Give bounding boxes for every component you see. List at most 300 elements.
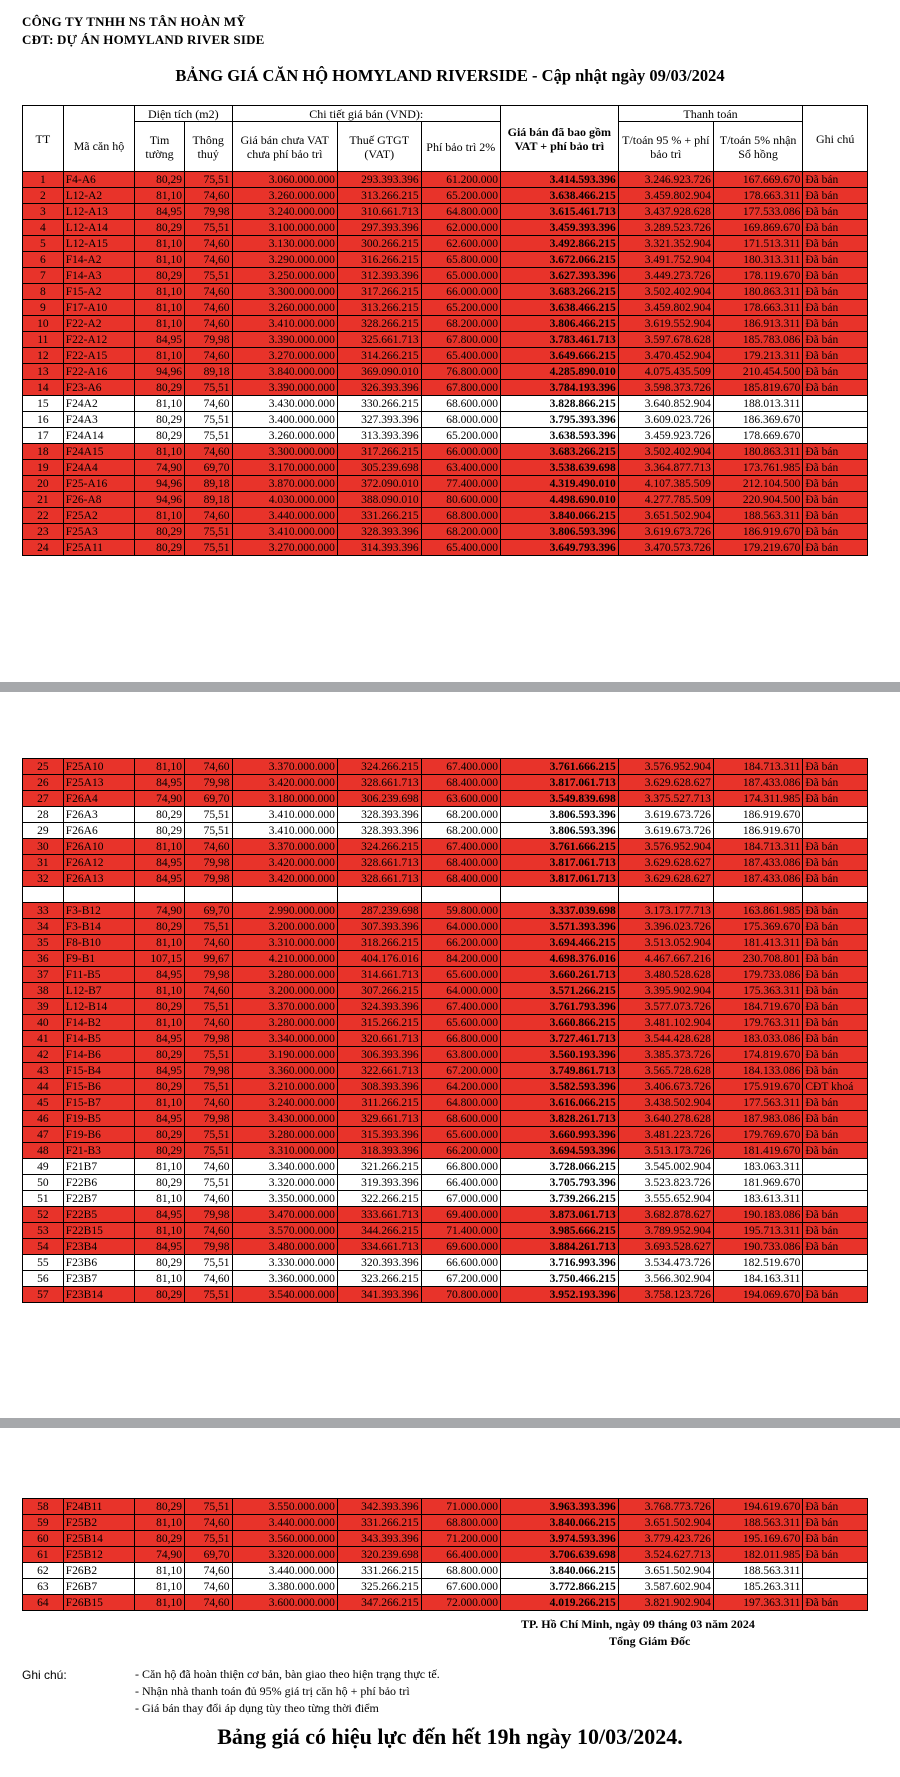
area-clear: 75,51 [184,1287,232,1303]
total-price: 3.783.461.713 [500,332,618,348]
price-pre-vat: 3.250.000.000 [232,268,337,284]
payment-5: 188.563.311 [713,1563,802,1579]
payment-95: 3.459.923.726 [618,428,713,444]
total-price: 3.750.466.215 [500,1271,618,1287]
payment-5: 174.819.670 [713,1047,802,1063]
maintenance-fee: 65.800.000 [421,252,500,268]
payment-95: 4.107.385.509 [618,476,713,492]
payment-95: 4.075.435.509 [618,364,713,380]
vat-amount: 321.266.215 [337,1159,421,1175]
header-tt: TT [23,106,64,172]
total-price: 3.817.061.713 [500,775,618,791]
payment-5: 180.863.311 [713,444,802,460]
area-wall: 81,10 [135,396,185,412]
status-note [803,1175,868,1191]
status-note [803,396,868,412]
table-row [23,380,868,396]
note-line: - Căn hộ đã hoàn thiện cơ bản, bàn giao theo hiện trạng thực tế. [135,1667,440,1681]
row-number: 62 [23,1563,64,1579]
payment-95: 3.289.523.726 [618,220,713,236]
vat-amount: 344.266.215 [337,1223,421,1239]
total-price: 3.660.993.396 [500,1127,618,1143]
row-number: 12 [23,348,64,364]
status-note: Đã bán [803,839,868,855]
unit-code: F24A2 [63,396,134,412]
payment-95: 3.640.278.628 [618,1111,713,1127]
payment-95: 3.437.928.628 [618,204,713,220]
area-wall: 81,10 [135,1223,185,1239]
area-clear: 74,60 [184,983,232,999]
row-number: 36 [23,951,64,967]
payment-95: 3.545.002.904 [618,1159,713,1175]
payment-95: 3.513.173.726 [618,1143,713,1159]
payment-95: 3.406.673.726 [618,1079,713,1095]
signature-date: TP. Hồ Chí Minh, ngày 09 tháng 03 năm 2024 [521,1617,755,1631]
area-wall: 80,29 [135,1287,185,1303]
total-price: 3.459.393.396 [500,220,618,236]
area-wall: 81,10 [135,188,185,204]
payment-95: 3.768.773.726 [618,1499,713,1515]
unit-code: F3-B14 [63,919,134,935]
blank-row [23,887,868,903]
row-number: 57 [23,1287,64,1303]
payment-5: 178.119.670 [713,268,802,284]
vat-amount: 331.266.215 [337,508,421,524]
status-note [803,1579,868,1595]
unit-code: F26A12 [63,855,134,871]
area-clear: 75,51 [184,412,232,428]
payment-5: 175.919.670 [713,1079,802,1095]
vat-amount: 310.661.713 [337,204,421,220]
payment-5: 175.369.670 [713,919,802,935]
table-row [23,508,868,524]
status-note: Đã bán [803,759,868,775]
header-pay5: T/toán 5% nhận Sổ hồng [713,122,802,172]
unit-code: F24A14 [63,428,134,444]
maintenance-fee: 63.800.000 [421,1047,500,1063]
row-number: 25 [23,759,64,775]
blank-cell [23,887,64,903]
payment-95: 3.438.502.904 [618,1095,713,1111]
header-payment-group: Thanh toán [618,106,803,122]
vat-amount: 325.661.713 [337,332,421,348]
area-wall: 80,29 [135,1143,185,1159]
area-wall: 81,10 [135,1579,185,1595]
blank-cell [135,887,185,903]
maintenance-fee: 64.800.000 [421,1095,500,1111]
payment-5: 184.163.311 [713,1271,802,1287]
area-wall: 74,90 [135,903,185,919]
header-note: Ghi chú [803,106,868,172]
payment-5: 179.733.086 [713,967,802,983]
maintenance-fee: 68.200.000 [421,807,500,823]
status-note: Đã bán [803,919,868,935]
area-wall: 80,29 [135,220,185,236]
area-clear: 79,98 [184,967,232,983]
payment-95: 3.524.627.713 [618,1547,713,1563]
area-clear: 79,98 [184,204,232,220]
area-clear: 74,60 [184,1223,232,1239]
unit-code: F23B6 [63,1255,134,1271]
price-pre-vat: 3.290.000.000 [232,252,337,268]
status-note: Đã bán [803,172,868,188]
payment-5: 187.983.086 [713,1111,802,1127]
status-note: Đã bán [803,935,868,951]
maintenance-fee: 65.400.000 [421,540,500,556]
price-pre-vat: 3.410.000.000 [232,807,337,823]
status-note: Đã bán [803,508,868,524]
status-note: Đã bán [803,524,868,540]
price-pre-vat: 3.280.000.000 [232,1127,337,1143]
maintenance-fee: 67.400.000 [421,839,500,855]
price-pre-vat: 3.340.000.000 [232,1031,337,1047]
table-row [23,348,868,364]
unit-code: L12-A15 [63,236,134,252]
row-number: 6 [23,252,64,268]
area-wall: 81,10 [135,508,185,524]
status-note: Đã bán [803,332,868,348]
payment-95: 3.619.673.726 [618,807,713,823]
area-wall: 80,29 [135,1499,185,1515]
payment-95: 3.523.823.726 [618,1175,713,1191]
table-row [23,1159,868,1175]
table-row [23,1127,868,1143]
unit-code: F26A4 [63,791,134,807]
price-pre-vat: 3.370.000.000 [232,759,337,775]
total-price: 3.683.266.215 [500,444,618,460]
area-wall: 80,29 [135,380,185,396]
payment-5: 163.861.985 [713,903,802,919]
status-note: Đã bán [803,775,868,791]
unit-code: F3-B12 [63,903,134,919]
price-pre-vat: 3.570.000.000 [232,1223,337,1239]
total-price: 3.492.866.215 [500,236,618,252]
header-price-group: Chi tiết giá bán (VND): [232,106,500,122]
area-wall: 84,95 [135,855,185,871]
area-wall: 80,29 [135,999,185,1015]
payment-5: 181.419.670 [713,1143,802,1159]
maintenance-fee: 66.800.000 [421,1031,500,1047]
payment-5: 182.011.985 [713,1547,802,1563]
unit-code: F23-A6 [63,380,134,396]
table-row [23,252,868,268]
row-number: 55 [23,1255,64,1271]
area-clear: 74,60 [184,300,232,316]
vat-amount: 320.239.698 [337,1547,421,1563]
status-note: Đã bán [803,252,868,268]
area-clear: 69,70 [184,460,232,476]
table-row [23,855,868,871]
vat-amount: 313.266.215 [337,300,421,316]
area-wall: 80,29 [135,1255,185,1271]
payment-95: 3.565.728.628 [618,1063,713,1079]
vat-amount: 322.661.713 [337,1063,421,1079]
status-note: Đã bán [803,300,868,316]
maintenance-fee: 76.800.000 [421,364,500,380]
area-wall: 80,29 [135,1079,185,1095]
area-wall: 81,10 [135,284,185,300]
payment-5: 195.713.311 [713,1223,802,1239]
row-number: 54 [23,1239,64,1255]
area-clear: 74,60 [184,444,232,460]
table-row [23,1063,868,1079]
payment-5: 178.663.311 [713,300,802,316]
total-price: 3.683.266.215 [500,284,618,300]
unit-code: F26B7 [63,1579,134,1595]
price-pre-vat: 3.410.000.000 [232,316,337,332]
total-price: 3.985.666.215 [500,1223,618,1239]
area-clear: 89,18 [184,492,232,508]
header-area-clear: Thông thuỷ [184,122,232,172]
table-row [23,919,868,935]
maintenance-fee: 67.800.000 [421,332,500,348]
status-note: Đã bán [803,903,868,919]
area-wall: 80,29 [135,1175,185,1191]
area-clear: 75,51 [184,1175,232,1191]
status-note: Đã bán [803,1047,868,1063]
unit-code: F25A11 [63,540,134,556]
row-number: 10 [23,316,64,332]
area-wall: 80,29 [135,807,185,823]
area-clear: 74,60 [184,316,232,332]
area-wall: 81,10 [135,236,185,252]
area-wall: 84,95 [135,967,185,983]
row-number: 3 [23,204,64,220]
total-price: 3.806.593.396 [500,807,618,823]
vat-amount: 311.266.215 [337,1095,421,1111]
row-number: 23 [23,524,64,540]
payment-5: 178.669.670 [713,428,802,444]
vat-amount: 331.266.215 [337,1563,421,1579]
row-number: 16 [23,412,64,428]
payment-5: 182.519.670 [713,1255,802,1271]
total-price: 3.706.639.698 [500,1547,618,1563]
vat-amount: 320.661.713 [337,1031,421,1047]
vat-amount: 328.661.713 [337,871,421,887]
row-number: 39 [23,999,64,1015]
total-price: 3.660.866.215 [500,1015,618,1031]
table-row [23,1143,868,1159]
row-number: 64 [23,1595,64,1611]
table-row [23,1191,868,1207]
area-wall: 74,90 [135,460,185,476]
header-area-wall: Tim tường [135,122,185,172]
area-clear: 75,51 [184,1143,232,1159]
maintenance-fee: 66.200.000 [421,1143,500,1159]
maintenance-fee: 64.800.000 [421,204,500,220]
payment-95: 3.821.902.904 [618,1595,713,1611]
row-number: 4 [23,220,64,236]
maintenance-fee: 67.400.000 [421,999,500,1015]
row-number: 56 [23,1271,64,1287]
vat-amount: 323.266.215 [337,1271,421,1287]
status-note: Đã bán [803,316,868,332]
price-table-section-2 [22,758,868,1303]
area-clear: 75,51 [184,919,232,935]
area-wall: 74,90 [135,791,185,807]
table-row [23,1095,868,1111]
payment-5: 169.869.670 [713,220,802,236]
status-note: Đã bán [803,1515,868,1531]
maintenance-fee: 65.200.000 [421,300,500,316]
payment-95: 3.629.628.627 [618,855,713,871]
unit-code: F22B6 [63,1175,134,1191]
unit-code: F24A15 [63,444,134,460]
row-number: 59 [23,1515,64,1531]
status-note: Đã bán [803,983,868,999]
price-pre-vat: 3.420.000.000 [232,855,337,871]
table-row [23,1515,868,1531]
table-row [23,524,868,540]
row-number: 7 [23,268,64,284]
payment-95: 3.576.952.904 [618,839,713,855]
maintenance-fee: 63.600.000 [421,791,500,807]
unit-code: F26A10 [63,839,134,855]
blank-cell [184,887,232,903]
area-wall: 84,95 [135,871,185,887]
area-wall: 80,29 [135,1127,185,1143]
table-row [23,476,868,492]
table-row [23,1531,868,1547]
area-clear: 75,51 [184,999,232,1015]
price-pre-vat: 3.410.000.000 [232,823,337,839]
price-pre-vat: 3.200.000.000 [232,919,337,935]
status-note [803,1563,868,1579]
area-clear: 74,60 [184,508,232,524]
row-number: 14 [23,380,64,396]
maintenance-fee: 66.200.000 [421,935,500,951]
maintenance-fee: 68.400.000 [421,775,500,791]
row-number: 13 [23,364,64,380]
maintenance-fee: 68.600.000 [421,1111,500,1127]
total-price: 3.784.193.396 [500,380,618,396]
row-number: 17 [23,428,64,444]
unit-code: F15-B4 [63,1063,134,1079]
area-clear: 75,51 [184,1499,232,1515]
unit-code: F21-B3 [63,1143,134,1159]
maintenance-fee: 68.200.000 [421,524,500,540]
area-wall: 81,10 [135,1563,185,1579]
maintenance-fee: 66.400.000 [421,1175,500,1191]
total-price: 3.727.461.713 [500,1031,618,1047]
maintenance-fee: 68.800.000 [421,1515,500,1531]
price-pre-vat: 3.330.000.000 [232,1255,337,1271]
maintenance-fee: 67.400.000 [421,759,500,775]
price-pre-vat: 3.260.000.000 [232,428,337,444]
price-pre-vat: 3.440.000.000 [232,1563,337,1579]
maintenance-fee: 68.400.000 [421,871,500,887]
vat-amount: 328.393.396 [337,524,421,540]
payment-95: 3.513.052.904 [618,935,713,951]
payment-5: 179.213.311 [713,348,802,364]
table-body [23,1499,868,1611]
table-row [23,1579,868,1595]
row-number: 29 [23,823,64,839]
table-row [23,967,868,983]
status-note: Đã bán [803,1143,868,1159]
unit-code: L12-A13 [63,204,134,220]
maintenance-fee: 67.000.000 [421,1191,500,1207]
total-price: 3.952.193.396 [500,1287,618,1303]
payment-5: 186.919.670 [713,807,802,823]
price-list-title: BẢNG GIÁ CĂN HỘ HOMYLAND RIVERSIDE - Cập nhật ngày 09/03/2024 [175,66,725,85]
row-number: 34 [23,919,64,935]
area-wall: 84,95 [135,775,185,791]
maintenance-fee: 71.400.000 [421,1223,500,1239]
unit-code: F11-B5 [63,967,134,983]
payment-5: 173.761.985 [713,460,802,476]
payment-95: 3.481.102.904 [618,1015,713,1031]
price-pre-vat: 3.440.000.000 [232,508,337,524]
unit-code: F26A13 [63,871,134,887]
payment-5: 184.133.086 [713,1063,802,1079]
unit-code: F14-B5 [63,1031,134,1047]
payment-95: 4.467.667.216 [618,951,713,967]
vat-amount: 372.090.010 [337,476,421,492]
area-clear: 75,51 [184,1531,232,1547]
area-wall: 107,15 [135,951,185,967]
table-row [23,1239,868,1255]
table-body [23,759,868,1303]
row-number: 24 [23,540,64,556]
payment-95: 3.640.852.904 [618,396,713,412]
unit-code: F22-A16 [63,364,134,380]
area-clear: 75,51 [184,540,232,556]
row-number: 21 [23,492,64,508]
table-row [23,759,868,775]
total-price: 3.728.066.215 [500,1159,618,1175]
vat-amount: 313.266.215 [337,188,421,204]
status-note: Đã bán [803,380,868,396]
vat-amount: 388.090.010 [337,492,421,508]
status-note [803,428,868,444]
maintenance-fee: 66.600.000 [421,1255,500,1271]
row-number: 30 [23,839,64,855]
price-pre-vat: 3.410.000.000 [232,524,337,540]
row-number: 48 [23,1143,64,1159]
payment-95: 3.619.673.726 [618,524,713,540]
table-row [23,1207,868,1223]
total-price: 3.560.193.396 [500,1047,618,1063]
price-pre-vat: 4.210.000.000 [232,951,337,967]
status-note: Đã bán [803,1111,868,1127]
status-note: CĐT khoá [803,1079,868,1095]
payment-95: 3.651.502.904 [618,1515,713,1531]
payment-5: 183.063.311 [713,1159,802,1175]
unit-code: F14-A2 [63,252,134,268]
table-row [23,1015,868,1031]
payment-95: 3.321.352.904 [618,236,713,252]
maintenance-fee: 69.600.000 [421,1239,500,1255]
unit-code: F4-A6 [63,172,134,188]
status-note: Đã bán [803,967,868,983]
vat-amount: 315.393.396 [337,1127,421,1143]
payment-5: 184.719.670 [713,999,802,1015]
unit-code: F23B4 [63,1239,134,1255]
table-row [23,791,868,807]
total-price: 3.761.666.215 [500,759,618,775]
payment-95: 3.395.902.904 [618,983,713,999]
price-pre-vat: 3.390.000.000 [232,380,337,396]
status-note [803,823,868,839]
area-wall: 80,29 [135,268,185,284]
vat-amount: 328.661.713 [337,855,421,871]
vat-amount: 314.393.396 [337,540,421,556]
total-price: 3.649.666.215 [500,348,618,364]
payment-5: 195.169.670 [713,1531,802,1547]
area-clear: 75,51 [184,380,232,396]
status-note: Đã bán [803,1031,868,1047]
